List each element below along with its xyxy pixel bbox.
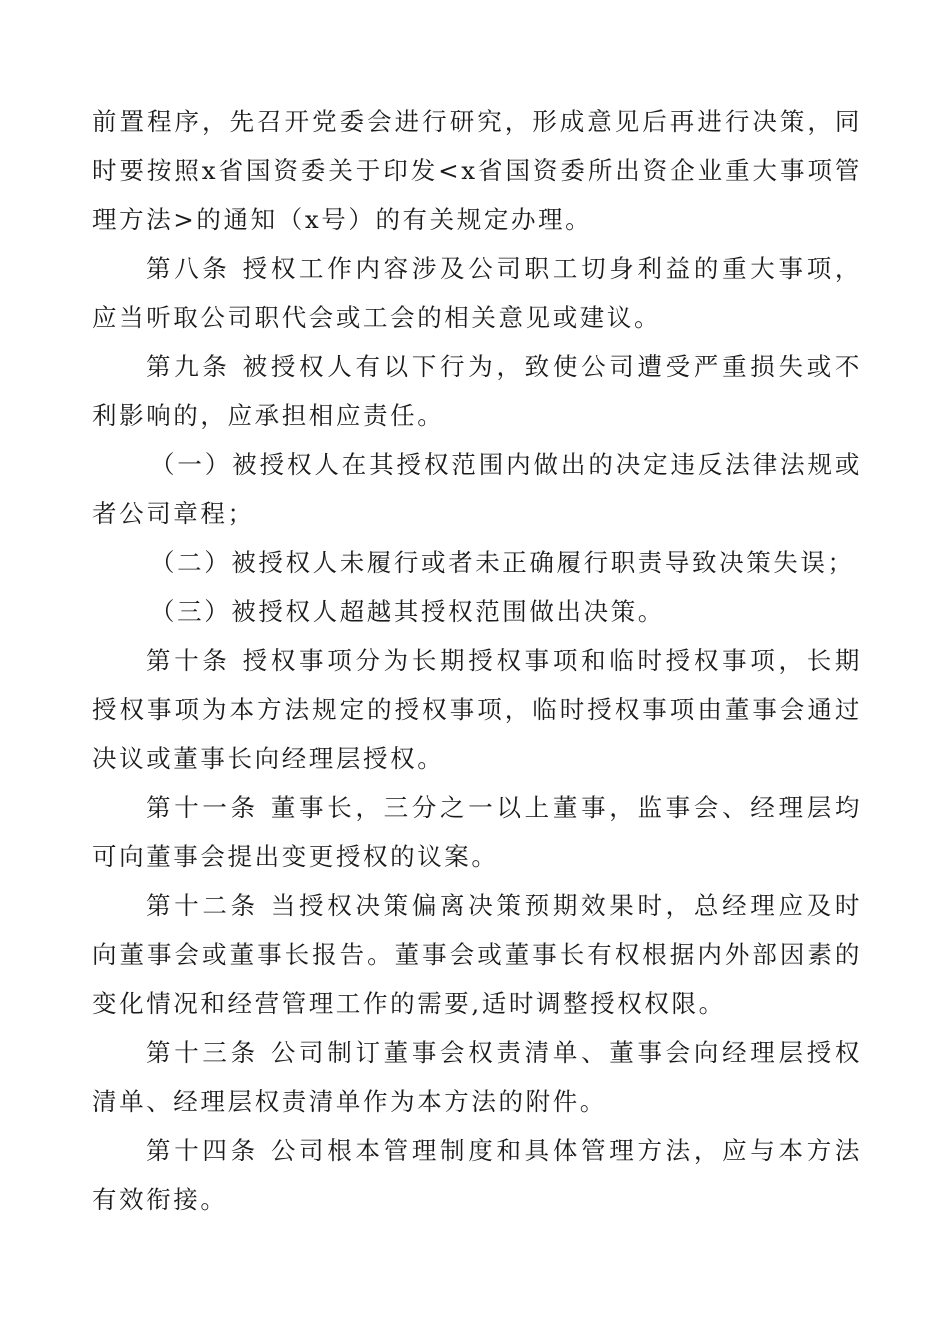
- article-text: 公司制订董事会权责清单、董事会向经理层授权清单、经理层权责清单作为本方法的附件。: [92, 1038, 862, 1116]
- list-item-1: [92, 440, 862, 538]
- article-text: 授权工作内容涉及公司职工切身利益的重大事项，应当听取公司职代会或工会的相关意见或建议。: [92, 254, 862, 332]
- article-14: [92, 1126, 862, 1224]
- list-item-3: [92, 587, 862, 636]
- list-item-2: [92, 538, 862, 587]
- article-number: 第十四条: [146, 1136, 259, 1165]
- list-item-text: （二）被授权人未履行或者未正确履行职责导致决策失误；: [150, 548, 855, 577]
- article-text: 当授权决策偏离决策预期效果时，总经理应及时向董事会或董事长报告。董事会或董事长有权根据内外部因素的变化情况和经营管理工作的需要,适时调整授权权限。: [92, 891, 862, 1018]
- article-9: [92, 342, 862, 440]
- article-text: 公司根本管理制度和具体管理方法，应与本方法有效衔接。: [92, 1136, 862, 1214]
- article-13: [92, 1028, 862, 1126]
- document-body: [92, 97, 862, 1224]
- paragraph-continuation: [92, 97, 862, 244]
- article-12: [92, 881, 862, 1028]
- article-text: 授权事项分为长期授权事项和临时授权事项，长期授权事项为本方法规定的授权事项，临时授权事项由董事会通过决议或董事长向经理层授权。: [92, 646, 862, 773]
- article-8: [92, 244, 862, 342]
- paragraph-text: 前置程序，先召开党委会进行研究，形成意见后再进行决策，同时要按照x省国资委关于印发<x省国资委所出资企业重大事项管理方法>的通知（x号）的有关规定办理。: [92, 107, 862, 234]
- article-11: [92, 783, 862, 881]
- article-number: 第九条: [146, 352, 231, 381]
- list-item-text: （三）被授权人超越其授权范围做出决策。: [150, 597, 665, 626]
- article-number: 第十条: [146, 646, 231, 675]
- article-10: [92, 636, 862, 783]
- article-number: 第十二条: [146, 891, 259, 920]
- article-number: 第十一条: [146, 793, 259, 822]
- article-number: 第八条: [146, 254, 231, 283]
- article-number: 第十三条: [146, 1038, 259, 1067]
- article-text: 被授权人有以下行为，致使公司遭受严重损失或不利影响的，应承担相应责任。: [92, 352, 862, 430]
- list-item-text: （一）被授权人在其授权范围内做出的决定违反法律法规或者公司章程；: [92, 450, 862, 528]
- article-text: 董事长，三分之一以上董事，监事会、经理层均可向董事会提出变更授权的议案。: [92, 793, 862, 871]
